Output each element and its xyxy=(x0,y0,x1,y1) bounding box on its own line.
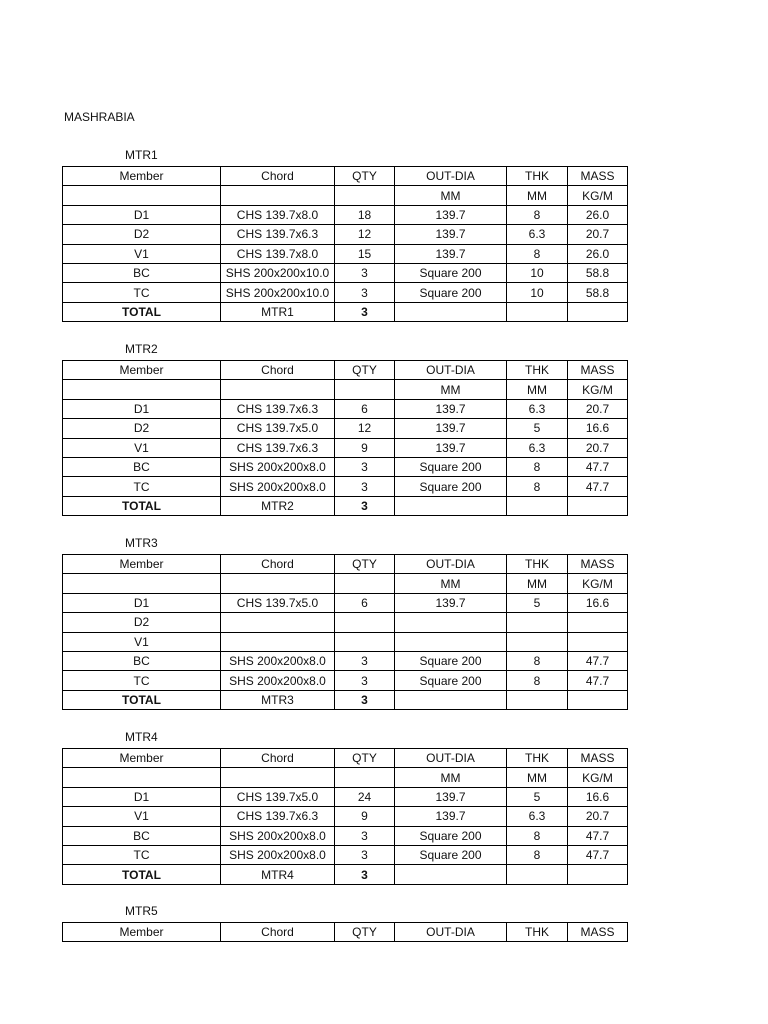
cell-mass: 58.8 xyxy=(568,263,628,282)
table-row xyxy=(63,399,628,418)
header-member: Member xyxy=(63,749,221,768)
unit-mass: KG/M xyxy=(568,380,628,399)
header-mass: MASS xyxy=(568,361,628,380)
unit-member xyxy=(63,574,221,593)
unit-qty xyxy=(335,768,395,787)
cell-qty: 15 xyxy=(335,244,395,263)
cell-mass: 26.0 xyxy=(568,205,628,224)
cell-qty: 3 xyxy=(335,457,395,476)
cell-qty: 3 xyxy=(335,651,395,670)
header-mass: MASS xyxy=(568,749,628,768)
header-row xyxy=(63,361,628,380)
unit-qty xyxy=(335,574,395,593)
header-thk: THK xyxy=(507,749,568,768)
table-row xyxy=(63,632,628,651)
header-thk: THK xyxy=(507,167,568,186)
table-mtr2 xyxy=(62,360,628,516)
unit-qty xyxy=(335,186,395,205)
units-row xyxy=(63,574,628,593)
total-thk xyxy=(507,690,568,709)
header-member: Member xyxy=(63,361,221,380)
unit-mass: KG/M xyxy=(568,186,628,205)
cell-out-dia: 139.7 xyxy=(395,593,507,612)
total-thk xyxy=(507,302,568,321)
table-row xyxy=(63,457,628,476)
cell-member: V1 xyxy=(63,807,221,826)
total-chord: MTR4 xyxy=(221,865,335,884)
cell-qty xyxy=(335,613,395,632)
cell-qty: 3 xyxy=(335,826,395,845)
table-row xyxy=(63,419,628,438)
cell-out-dia: 139.7 xyxy=(395,419,507,438)
cell-mass: 20.7 xyxy=(568,225,628,244)
cell-member: BC xyxy=(63,457,221,476)
cell-member: BC xyxy=(63,651,221,670)
cell-qty: 12 xyxy=(335,419,395,438)
header-row xyxy=(63,749,628,768)
cell-thk: 10 xyxy=(507,283,568,302)
cell-mass: 26.0 xyxy=(568,244,628,263)
unit-member xyxy=(63,186,221,205)
cell-chord: CHS 139.7x5.0 xyxy=(221,787,335,806)
cell-mass: 20.7 xyxy=(568,807,628,826)
table-mtr1 xyxy=(62,166,628,322)
cell-chord: CHS 139.7x6.3 xyxy=(221,807,335,826)
cell-out-dia: 139.7 xyxy=(395,205,507,224)
table-row xyxy=(63,826,628,845)
cell-chord: CHS 139.7x6.3 xyxy=(221,399,335,418)
header-chord: Chord xyxy=(221,749,335,768)
total-row xyxy=(63,496,628,515)
cell-thk xyxy=(507,632,568,651)
table-row xyxy=(63,225,628,244)
header-row xyxy=(63,923,628,942)
unit-thk: MM xyxy=(507,574,568,593)
table-row xyxy=(63,263,628,282)
cell-out-dia: 139.7 xyxy=(395,787,507,806)
cell-member: V1 xyxy=(63,632,221,651)
cell-thk: 8 xyxy=(507,826,568,845)
section-label-mtr1: MTR1 xyxy=(125,148,158,162)
table-row xyxy=(63,613,628,632)
cell-thk: 6.3 xyxy=(507,807,568,826)
cell-thk: 5 xyxy=(507,787,568,806)
cell-chord: CHS 139.7x5.0 xyxy=(221,593,335,612)
cell-mass: 16.6 xyxy=(568,787,628,806)
cell-out-dia: Square 200 xyxy=(395,477,507,496)
cell-member: BC xyxy=(63,826,221,845)
header-out-dia: OUT-DIA xyxy=(395,167,507,186)
cell-chord: CHS 139.7x8.0 xyxy=(221,244,335,263)
cell-thk: 6.3 xyxy=(507,399,568,418)
cell-thk: 8 xyxy=(507,205,568,224)
cell-qty: 6 xyxy=(335,593,395,612)
cell-chord: SHS 200x200x8.0 xyxy=(221,651,335,670)
table-row xyxy=(63,845,628,864)
header-mass: MASS xyxy=(568,923,628,942)
total-label: TOTAL xyxy=(63,496,221,515)
table-row xyxy=(63,787,628,806)
cell-out-dia xyxy=(395,613,507,632)
units-row xyxy=(63,768,628,787)
header-member: Member xyxy=(63,923,221,942)
cell-qty: 3 xyxy=(335,283,395,302)
cell-out-dia: Square 200 xyxy=(395,651,507,670)
table-row xyxy=(63,593,628,612)
section-label-mtr3: MTR3 xyxy=(125,536,158,550)
header-chord: Chord xyxy=(221,167,335,186)
cell-mass: 16.6 xyxy=(568,593,628,612)
cell-thk: 8 xyxy=(507,477,568,496)
cell-mass: 47.7 xyxy=(568,457,628,476)
header-qty: QTY xyxy=(335,749,395,768)
cell-chord: SHS 200x200x8.0 xyxy=(221,671,335,690)
cell-qty: 3 xyxy=(335,263,395,282)
total-thk xyxy=(507,865,568,884)
cell-chord: SHS 200x200x8.0 xyxy=(221,477,335,496)
cell-out-dia: Square 200 xyxy=(395,263,507,282)
header-thk: THK xyxy=(507,361,568,380)
cell-thk: 5 xyxy=(507,419,568,438)
header-row xyxy=(63,167,628,186)
cell-member: TC xyxy=(63,283,221,302)
header-qty: QTY xyxy=(335,167,395,186)
cell-out-dia: Square 200 xyxy=(395,457,507,476)
table-row xyxy=(63,283,628,302)
cell-chord: CHS 139.7x5.0 xyxy=(221,419,335,438)
table-row xyxy=(63,205,628,224)
cell-chord xyxy=(221,632,335,651)
total-row xyxy=(63,690,628,709)
cell-thk: 8 xyxy=(507,457,568,476)
cell-thk: 6.3 xyxy=(507,438,568,457)
document-title: MASHRABIA xyxy=(64,110,135,124)
cell-member: V1 xyxy=(63,438,221,457)
cell-out-dia: Square 200 xyxy=(395,826,507,845)
total-label: TOTAL xyxy=(63,302,221,321)
header-chord: Chord xyxy=(221,361,335,380)
table-mtr5 xyxy=(62,922,628,942)
cell-out-dia: Square 200 xyxy=(395,845,507,864)
header-member: Member xyxy=(63,555,221,574)
cell-mass xyxy=(568,632,628,651)
cell-qty: 24 xyxy=(335,787,395,806)
total-qty: 3 xyxy=(335,302,395,321)
cell-thk: 5 xyxy=(507,593,568,612)
units-row xyxy=(63,186,628,205)
table-row xyxy=(63,438,628,457)
total-out-dia xyxy=(395,865,507,884)
total-row xyxy=(63,865,628,884)
cell-chord: SHS 200x200x8.0 xyxy=(221,457,335,476)
cell-out-dia: 139.7 xyxy=(395,225,507,244)
cell-chord: CHS 139.7x6.3 xyxy=(221,438,335,457)
cell-out-dia: Square 200 xyxy=(395,671,507,690)
cell-qty: 9 xyxy=(335,807,395,826)
unit-chord xyxy=(221,186,335,205)
total-chord: MTR2 xyxy=(221,496,335,515)
total-row xyxy=(63,302,628,321)
table-row xyxy=(63,651,628,670)
cell-thk: 8 xyxy=(507,244,568,263)
header-out-dia: OUT-DIA xyxy=(395,923,507,942)
table-row xyxy=(63,244,628,263)
header-out-dia: OUT-DIA xyxy=(395,361,507,380)
total-qty: 3 xyxy=(335,496,395,515)
cell-mass: 47.7 xyxy=(568,671,628,690)
total-mass xyxy=(568,496,628,515)
cell-chord xyxy=(221,613,335,632)
header-mass: MASS xyxy=(568,167,628,186)
cell-member: D1 xyxy=(63,399,221,418)
unit-chord xyxy=(221,574,335,593)
table-row xyxy=(63,671,628,690)
header-row xyxy=(63,555,628,574)
cell-thk: 6.3 xyxy=(507,225,568,244)
total-mass xyxy=(568,690,628,709)
total-label: TOTAL xyxy=(63,690,221,709)
unit-qty xyxy=(335,380,395,399)
cell-member: D1 xyxy=(63,593,221,612)
cell-mass: 47.7 xyxy=(568,651,628,670)
cell-member: D2 xyxy=(63,613,221,632)
cell-out-dia: Square 200 xyxy=(395,283,507,302)
section-label-mtr4: MTR4 xyxy=(125,730,158,744)
cell-mass: 16.6 xyxy=(568,419,628,438)
cell-member: TC xyxy=(63,845,221,864)
cell-member: D1 xyxy=(63,205,221,224)
total-label: TOTAL xyxy=(63,865,221,884)
total-chord: MTR1 xyxy=(221,302,335,321)
cell-qty: 3 xyxy=(335,845,395,864)
cell-qty: 18 xyxy=(335,205,395,224)
unit-chord xyxy=(221,768,335,787)
section-label-mtr5: MTR5 xyxy=(125,904,158,918)
cell-mass: 47.7 xyxy=(568,845,628,864)
cell-chord: SHS 200x200x10.0 xyxy=(221,283,335,302)
cell-mass: 58.8 xyxy=(568,283,628,302)
header-mass: MASS xyxy=(568,555,628,574)
cell-out-dia: 139.7 xyxy=(395,244,507,263)
header-member: Member xyxy=(63,167,221,186)
total-thk xyxy=(507,496,568,515)
cell-out-dia: 139.7 xyxy=(395,399,507,418)
header-qty: QTY xyxy=(335,923,395,942)
header-thk: THK xyxy=(507,923,568,942)
cell-qty: 6 xyxy=(335,399,395,418)
cell-chord: CHS 139.7x8.0 xyxy=(221,205,335,224)
cell-thk xyxy=(507,613,568,632)
cell-thk: 10 xyxy=(507,263,568,282)
cell-chord: SHS 200x200x10.0 xyxy=(221,263,335,282)
cell-thk: 8 xyxy=(507,845,568,864)
table-mtr3 xyxy=(62,554,628,710)
total-mass xyxy=(568,302,628,321)
unit-chord xyxy=(221,380,335,399)
cell-member: TC xyxy=(63,671,221,690)
cell-member: TC xyxy=(63,477,221,496)
header-qty: QTY xyxy=(335,555,395,574)
total-out-dia xyxy=(395,690,507,709)
unit-thk: MM xyxy=(507,380,568,399)
cell-thk: 8 xyxy=(507,651,568,670)
unit-mass: KG/M xyxy=(568,574,628,593)
table-row xyxy=(63,477,628,496)
unit-member xyxy=(63,768,221,787)
total-qty: 3 xyxy=(335,865,395,884)
cell-qty: 3 xyxy=(335,477,395,496)
cell-member: V1 xyxy=(63,244,221,263)
header-chord: Chord xyxy=(221,555,335,574)
section-label-mtr2: MTR2 xyxy=(125,342,158,356)
cell-out-dia: 139.7 xyxy=(395,807,507,826)
units-row xyxy=(63,380,628,399)
cell-out-dia: 139.7 xyxy=(395,438,507,457)
cell-out-dia xyxy=(395,632,507,651)
cell-qty: 3 xyxy=(335,671,395,690)
unit-out-dia: MM xyxy=(395,574,507,593)
cell-mass: 47.7 xyxy=(568,477,628,496)
unit-member xyxy=(63,380,221,399)
cell-member: BC xyxy=(63,263,221,282)
cell-chord: SHS 200x200x8.0 xyxy=(221,845,335,864)
unit-mass: KG/M xyxy=(568,768,628,787)
header-out-dia: OUT-DIA xyxy=(395,749,507,768)
cell-mass: 20.7 xyxy=(568,399,628,418)
cell-qty: 12 xyxy=(335,225,395,244)
total-mass xyxy=(568,865,628,884)
table-mtr4 xyxy=(62,748,628,885)
cell-qty: 9 xyxy=(335,438,395,457)
cell-mass xyxy=(568,613,628,632)
cell-chord: CHS 139.7x6.3 xyxy=(221,225,335,244)
total-out-dia xyxy=(395,496,507,515)
cell-thk: 8 xyxy=(507,671,568,690)
unit-thk: MM xyxy=(507,768,568,787)
cell-member: D1 xyxy=(63,787,221,806)
table-row xyxy=(63,807,628,826)
unit-out-dia: MM xyxy=(395,186,507,205)
cell-chord: SHS 200x200x8.0 xyxy=(221,826,335,845)
header-chord: Chord xyxy=(221,923,335,942)
cell-mass: 20.7 xyxy=(568,438,628,457)
cell-member: D2 xyxy=(63,225,221,244)
total-out-dia xyxy=(395,302,507,321)
cell-mass: 47.7 xyxy=(568,826,628,845)
unit-out-dia: MM xyxy=(395,768,507,787)
header-out-dia: OUT-DIA xyxy=(395,555,507,574)
cell-member: D2 xyxy=(63,419,221,438)
total-qty: 3 xyxy=(335,690,395,709)
unit-thk: MM xyxy=(507,186,568,205)
total-chord: MTR3 xyxy=(221,690,335,709)
header-thk: THK xyxy=(507,555,568,574)
cell-qty xyxy=(335,632,395,651)
unit-out-dia: MM xyxy=(395,380,507,399)
header-qty: QTY xyxy=(335,361,395,380)
